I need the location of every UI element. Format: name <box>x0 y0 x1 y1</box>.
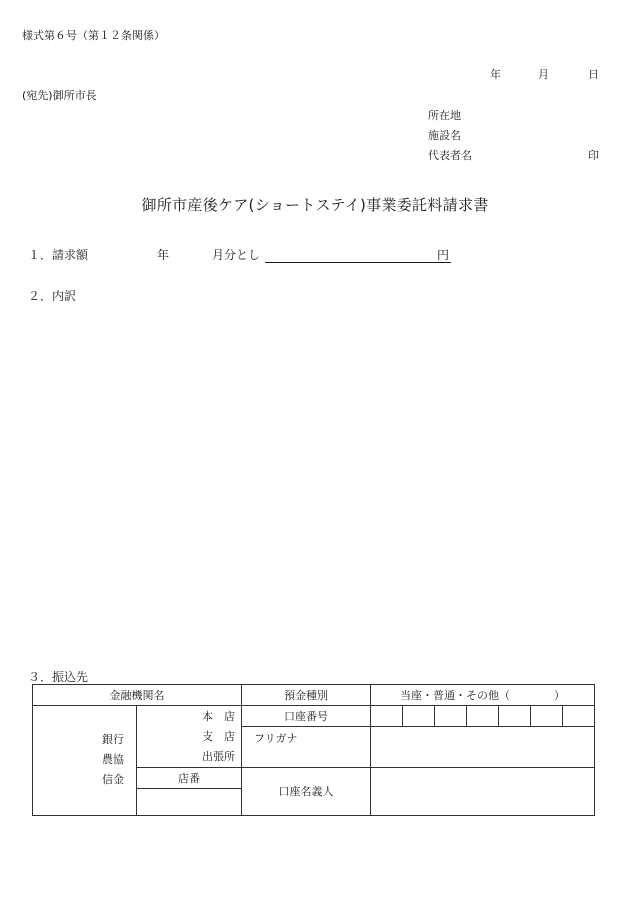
account-digit[interactable] <box>499 706 531 727</box>
addressee: (宛先)御所市長 <box>22 89 97 102</box>
account-holder-field[interactable] <box>371 767 595 815</box>
account-holder-label: 口座名義人 <box>242 767 371 815</box>
form-number: 様式第６号（第１２条関係） <box>22 29 165 42</box>
institution-type-cell[interactable] <box>33 706 137 816</box>
institution-name-header: 金融機関名 <box>33 685 242 706</box>
representative-label: 代表者名 <box>428 149 472 162</box>
account-number-label: 口座番号 <box>242 706 371 727</box>
document-title: 御所市産後ケア(ショートステイ)事業委託料請求書 <box>141 196 489 214</box>
bank-label: 銀行 <box>102 733 124 747</box>
billing-amount-field[interactable] <box>265 246 451 263</box>
main-branch-label: 本 店 <box>137 706 242 727</box>
deposit-type-header: 預金種別 <box>242 685 371 706</box>
billing-amount-label: １．請求額 <box>28 248 89 262</box>
location-label: 所在地 <box>428 109 461 122</box>
account-digit[interactable] <box>435 706 467 727</box>
yen-label: 円 <box>437 248 450 262</box>
account-digit[interactable] <box>563 706 595 727</box>
sub-branch-label: 出張所 <box>202 749 235 763</box>
branch-label: 支 店 <box>202 729 235 743</box>
branch-type-cell[interactable] <box>137 727 242 768</box>
deposit-type-options[interactable]: 当座・普通・その他（ ） <box>371 685 595 706</box>
agri-coop-label: 農協 <box>102 753 124 767</box>
date-year-label: 年 <box>490 68 501 81</box>
account-digit[interactable] <box>403 706 435 727</box>
seal-label: 印 <box>588 149 599 162</box>
furigana-label: フリガナ <box>242 727 371 768</box>
account-digit[interactable] <box>531 706 563 727</box>
transfer-destination-label: ３．振込先 <box>28 670 89 684</box>
date-day-label: 日 <box>588 68 599 81</box>
account-digit[interactable] <box>371 706 403 727</box>
branch-number-label: 店番 <box>137 767 242 788</box>
breakdown-label: ２．内訳 <box>28 289 77 303</box>
furigana-field[interactable] <box>371 727 595 768</box>
date-month-label: 月 <box>538 68 549 81</box>
account-digit[interactable] <box>467 706 499 727</box>
billing-year-label: 年 <box>157 248 170 262</box>
billing-month-label: 月分とし <box>212 248 261 262</box>
credit-union-label: 信金 <box>102 773 124 787</box>
bank-account-table <box>32 684 595 816</box>
facility-label: 施設名 <box>428 129 461 142</box>
branch-number-field[interactable] <box>137 788 242 815</box>
